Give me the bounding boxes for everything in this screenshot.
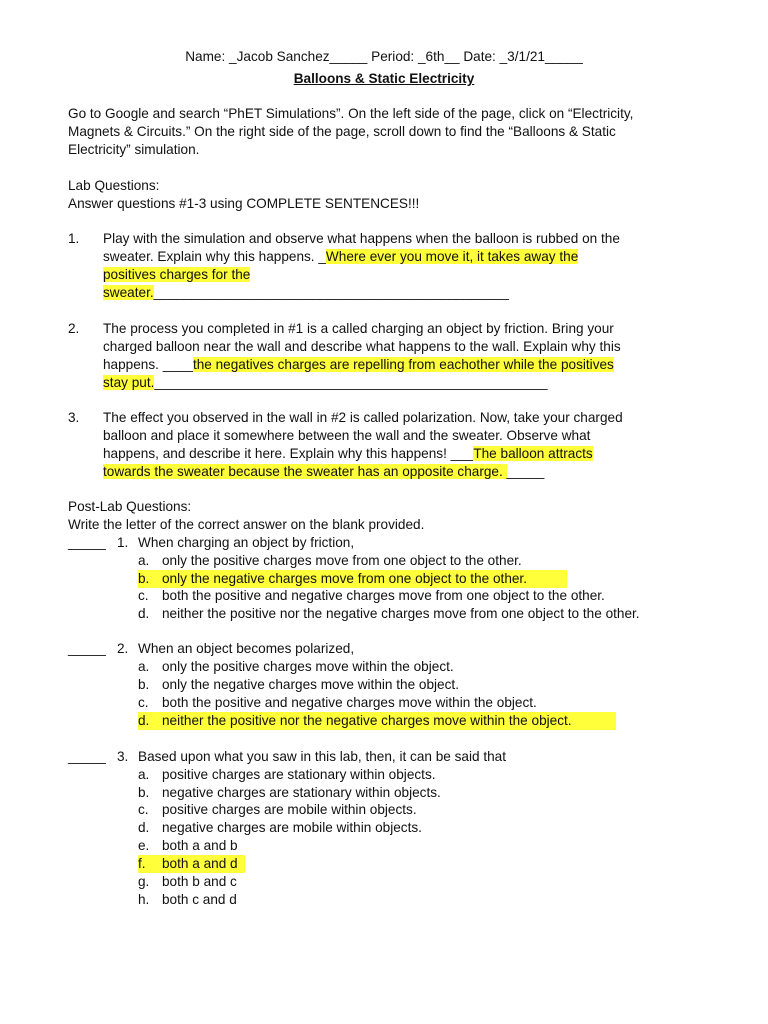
post-q3-option-a (138, 766, 436, 784)
post-q2-option-b (138, 676, 459, 694)
option-letter: a. (138, 659, 150, 674)
option-text: only the positive charges move within the object. (162, 659, 454, 674)
option-letter: a. (138, 767, 150, 782)
q1-answer-highlight: positives charges for the (103, 267, 251, 282)
q3-blank: _____ (506, 464, 545, 479)
lab-instruction: Answer questions #1-3 using COMPLETE SENTENCES!!! (68, 196, 420, 211)
option-text: both a and d (162, 856, 238, 871)
option-letter: d. (138, 820, 150, 835)
q2-line-3 (103, 356, 614, 374)
option-text: neither the positive nor the negative charges move from one object to the other. (162, 606, 640, 621)
option-letter: e. (138, 838, 150, 853)
option-text: both c and d (162, 892, 237, 907)
post-q3-option-c (138, 801, 417, 819)
option-text: neither the positive nor the negative charges move within the object. (162, 713, 572, 728)
post-q2-answer-blank: _____ (68, 641, 106, 656)
q3-line-3 (103, 445, 593, 463)
intro-line-3: Electricity” simulation. (68, 142, 200, 157)
post-q2-number: 2. (117, 641, 129, 656)
option-letter: c. (138, 695, 149, 710)
q1-number: 1. (68, 231, 80, 246)
post-q2-option-c (138, 694, 537, 712)
option-letter: c. (138, 588, 149, 603)
post-q1-answer-blank: _____ (68, 535, 106, 550)
option-letter: b. (138, 571, 150, 586)
lab-questions-heading: Lab Questions: (68, 178, 160, 193)
option-letter: a. (138, 553, 150, 568)
post-q1-option-d (138, 605, 640, 623)
post-q1-number: 1. (117, 535, 129, 550)
q2-answer-highlight: stay put. (103, 375, 155, 390)
q3-line-1: The effect you observed in the wall in #2 is called polarization. Now, take your charged (103, 410, 623, 425)
q2-line-2: charged balloon near the wall and describe what happens to the wall. Explain why this (103, 339, 621, 354)
q3-answer-highlight: towards the sweater because the sweater has an opposite charge. (103, 464, 507, 479)
q1-blank: _______________________________________________ (153, 285, 509, 300)
post-q3-text: Based upon what you saw in this lab, then, it can be said that (138, 749, 507, 764)
q1-line-4 (103, 284, 509, 302)
q1-text: sweater. Explain why this happens. _ (103, 249, 326, 264)
post-q1-option-b-highlight (138, 570, 567, 588)
option-text: positive charges are mobile within objects. (162, 802, 417, 817)
q2-number: 2. (68, 321, 80, 336)
post-q1-option-c (138, 587, 605, 605)
post-q1-option-a (138, 552, 522, 570)
post-q3-option-d (138, 819, 422, 837)
post-q3-number: 3. (117, 749, 129, 764)
post-q3-option-g (138, 873, 237, 891)
option-text: only the negative charges move from one object to the other. (162, 571, 527, 586)
post-q3-option-f-highlight (138, 855, 245, 873)
q3-line-4 (103, 463, 544, 481)
option-letter: c. (138, 802, 149, 817)
option-letter: g. (138, 874, 150, 889)
post-q3-option-h (138, 891, 237, 909)
intro-line-1: Go to Google and search “PhET Simulations”. On the left side of the page, click on “Electricity, (68, 106, 634, 121)
q2-text: happens. ____ (103, 357, 193, 372)
option-text: negative charges are mobile within objects. (162, 820, 422, 835)
option-text: both a and b (162, 838, 238, 853)
q3-text: happens, and describe it here. Explain why this happens! ___ (103, 446, 474, 461)
option-text: both the positive and negative charges move from one object to the other. (162, 588, 605, 603)
q1-line-3 (103, 266, 250, 284)
q3-number: 3. (68, 410, 80, 425)
option-letter: h. (138, 892, 150, 907)
option-text: both b and c (162, 874, 237, 889)
option-letter: f. (138, 856, 146, 871)
option-text: only the positive charges move from one object to the other. (162, 553, 522, 568)
q1-answer-highlight: Where ever you move it, it takes away the (325, 249, 579, 264)
post-q3-option-e (138, 837, 238, 855)
option-text: positive charges are stationary within objects. (162, 767, 436, 782)
post-lab-heading: Post-Lab Questions: (68, 499, 192, 514)
option-letter: b. (138, 677, 150, 692)
option-letter: d. (138, 713, 150, 728)
post-q2-text: When an object becomes polarized, (138, 641, 355, 656)
q2-line-1: The process you completed in #1 is a called charging an object by friction. Bring your (103, 321, 614, 336)
post-q2-option-d-highlight (138, 712, 616, 730)
post-q3-option-b (138, 784, 441, 802)
q2-blank: ____________________________________________________ (154, 375, 548, 390)
name-line: Name: _Jacob Sanchez_____ Period: _6th__ Date: _3/1/21_____ (185, 49, 583, 64)
q2-line-4 (103, 374, 548, 392)
post-q2-option-a (138, 658, 454, 676)
option-text: both the positive and negative charges move within the object. (162, 695, 537, 710)
intro-line-2: Magnets & Circuits.” On the right side of the page, scroll down to find the “Balloons & Static (68, 124, 616, 139)
q1-line-2 (103, 248, 578, 266)
q1-answer-highlight: sweater. (103, 285, 154, 300)
option-letter: d. (138, 606, 150, 621)
option-text: only the negative charges move within the object. (162, 677, 459, 692)
option-letter: b. (138, 785, 150, 800)
post-q3-answer-blank: _____ (68, 749, 106, 764)
q3-line-2: balloon and place it somewhere between the wall and the sweater. Observe what (103, 428, 591, 443)
post-lab-instruction: Write the letter of the correct answer on the blank provided. (68, 517, 425, 532)
q2-answer-highlight: the negatives charges are repelling from eachother while the positives (192, 357, 614, 372)
q3-answer-highlight: The balloon attracts (473, 446, 593, 461)
page-title: Balloons & Static Electricity (293, 71, 475, 86)
q1-line-1: Play with the simulation and observe what happens when the balloon is rubbed on the (103, 231, 620, 246)
post-q1-text: When charging an object by friction, (138, 535, 355, 550)
option-text: negative charges are stationary within objects. (162, 785, 441, 800)
